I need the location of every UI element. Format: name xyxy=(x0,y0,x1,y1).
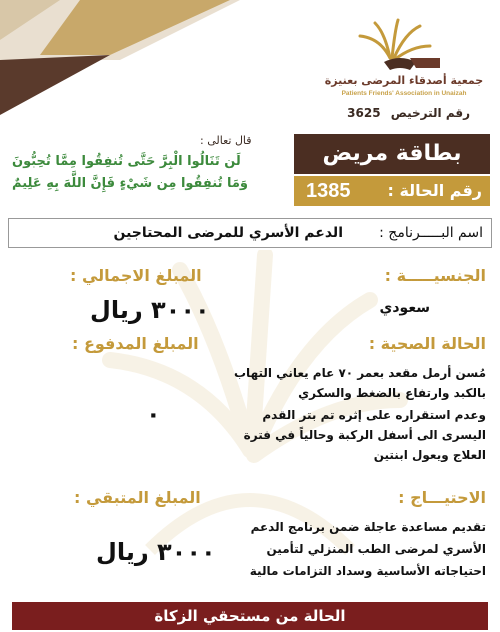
program-box xyxy=(8,218,492,248)
need-line: احتياجاته الأساسية وسداد التزامات مالية xyxy=(249,564,486,578)
case-number-value: 1385 xyxy=(306,180,351,202)
need-line: تقديم مساعدة عاجلة ضمن برنامج الدعم xyxy=(250,520,486,534)
case-number-label: رقم الحالة : xyxy=(387,181,482,200)
verse-line-2: وَمَا تُنفِقُوا مِن شَيْءٍ فَإِنَّ اللَّهَ بِهِ عَلِيمٌ xyxy=(12,176,248,191)
license-line xyxy=(347,106,470,120)
paid-amount-value: ٠ xyxy=(146,400,161,428)
total-amount-label: المبلغ الاجمالي : xyxy=(70,266,202,285)
remaining-amount-value: ٣٠٠٠ ريال xyxy=(96,538,216,566)
decorative-corner-shape xyxy=(0,0,240,130)
nationality-value: سعودي xyxy=(379,300,430,316)
organization-name-en: Patients Friends' Association in Unaizah xyxy=(341,90,467,97)
verse-intro: قال تعالى : xyxy=(200,134,252,147)
health-line: اليسرى الى أسفل الركبة وحالياً في فترة xyxy=(243,428,486,442)
license-label: رقم الترخيص xyxy=(390,106,470,120)
card-title: بطاقة مريض xyxy=(294,134,490,174)
remaining-amount-label: المبلغ المتبقي : xyxy=(74,488,201,507)
zakat-eligibility-banner: الحالة من مستحقي الزكاة xyxy=(12,602,488,630)
program-value: الدعم الأسري للمرضى المحتاجين xyxy=(113,225,343,241)
total-amount-value: ٣٠٠٠ ريال xyxy=(90,296,210,324)
program-label: اسم البـــــرنامج : xyxy=(379,225,483,241)
license-number: 3625 xyxy=(347,106,381,120)
health-line: مُسن أرمل مقعد بعمر ٧٠ عام يعاني التهاب xyxy=(234,366,486,380)
health-line: العلاج ويعول ابنتين xyxy=(373,448,486,462)
need-label: الاحتيـــاج : xyxy=(398,488,486,507)
need-line: الأسري لمرضى الطب المنزلي لتأمين xyxy=(266,542,486,556)
organization-name-ar: جمعية أصدقاء المرضى بعنيزة xyxy=(324,74,484,87)
nationality-label: الجنسيـــــة : xyxy=(384,266,486,285)
verse-line-1: لَن تَنَالُوا الْبِرَّ حَتَّى تُنفِقُوا مِمَّا تُحِبُّونَ xyxy=(12,154,241,169)
health-line: وعدم استقراره على إثره تم بتر القدم xyxy=(262,408,486,422)
health-status-label: الحالة الصحية : xyxy=(368,334,486,353)
case-number-box xyxy=(294,176,490,206)
health-line: بالكبد وارتفاع بالضغط والسكري xyxy=(298,386,486,400)
paid-amount-label: المبلغ المدفوع : xyxy=(72,334,199,353)
